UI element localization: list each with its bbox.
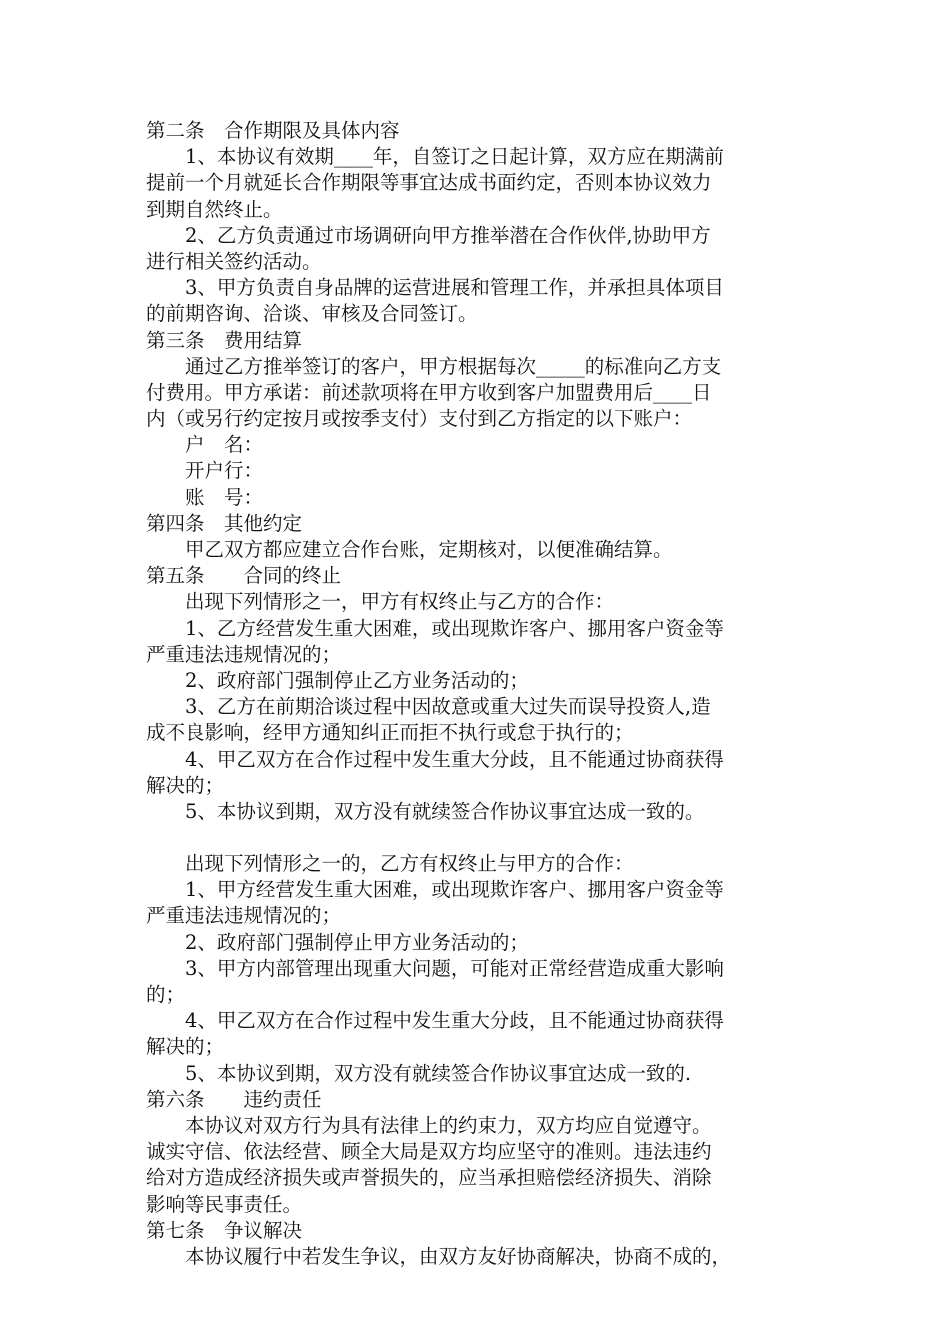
section-heading: 第六条 违约责任 <box>146 1087 322 1111</box>
text-line: 开户行： <box>146 459 264 483</box>
text-line: 3、甲方内部管理出现重大问题，可能对正常经营造成重大影响 <box>146 956 724 980</box>
text-line: 1、本协议有效期____年，自签订之日起计算，双方应在期满前 <box>146 145 724 169</box>
text-line: 付费用。甲方承诺：前述款项将在甲方收到客户加盟费用后____日 <box>146 380 712 404</box>
text-line: 出现下列情形之一，甲方有权终止与乙方的合作： <box>146 590 615 614</box>
text-line: 通过乙方推举签订的客户，甲方根据每次_____的标准向乙方支 <box>146 354 722 378</box>
text-line: 3、甲方负责自身品牌的运营进展和管理工作，并承担具体项目 <box>146 276 724 300</box>
text-line: 3、乙方在前期洽谈过程中因故意或重大过失而误导投资人,造 <box>146 695 711 719</box>
text-line: 内（或另行约定按月或按季支付）支付到乙方指定的以下账户： <box>146 407 693 431</box>
document-body <box>146 118 826 1270</box>
blank-line <box>146 825 826 851</box>
text-line: 甲乙双方都应建立合作台账，定期核对，以便准确结算。 <box>146 538 673 561</box>
text-line: 到期自然终止。 <box>146 197 283 221</box>
text-line: 出现下列情形之一的，乙方有权终止与甲方的合作： <box>146 852 634 876</box>
text-line: 账 号： <box>146 485 264 509</box>
text-line: 成不良影响，经甲方通知纠正而拒不执行或怠于执行的； <box>146 721 634 745</box>
section-heading: 第四条 其他约定 <box>146 511 303 535</box>
text-line: 严重违法违规情况的； <box>146 904 342 928</box>
section-heading: 第七条 争议解决 <box>146 1218 303 1242</box>
section-heading: 第二条 合作期限及具体内容 <box>146 119 400 142</box>
text-line: 严重违法违规情况的； <box>146 642 342 666</box>
text-line: 本协议对双方行为具有法律上的约束力，双方均应自觉遵守。 <box>146 1113 712 1137</box>
text-line: 的前期咨询、洽谈、审核及合同签订。 <box>146 302 478 326</box>
text-line: 1、乙方经营发生重大困难，或出现欺诈客户、挪用客户资金等 <box>146 616 724 640</box>
text-line: 进行相关签约活动。 <box>146 249 322 273</box>
section-heading: 第五条 合同的终止 <box>146 564 342 588</box>
text-line: 给对方造成经济损失或声誉损失的，应当承担赔偿经济损失、消除 <box>146 1166 712 1190</box>
text-line: 解决的； <box>146 773 225 797</box>
text-line: 2、政府部门强制停止乙方业务活动的； <box>146 668 529 692</box>
text-line: 4、甲乙双方在合作过程中发生重大分歧，且不能通过协商获得 <box>146 747 724 771</box>
text-line: 2、政府部门强制停止甲方业务活动的； <box>146 930 529 954</box>
text-line: 1、甲方经营发生重大困难，或出现欺诈客户、挪用客户资金等 <box>146 878 724 902</box>
text-line: 户 名： <box>146 433 264 457</box>
section-heading: 第三条 费用结算 <box>146 328 303 352</box>
text-line: 解决的； <box>146 1035 225 1059</box>
text-line: 本协议履行中若发生争议，由双方友好协商解决，协商不成的， <box>146 1244 732 1268</box>
text-line: 5、本协议到期，双方没有就续签合作协议事宜达成一致的. <box>146 1061 692 1085</box>
text-line: 4、甲乙双方在合作过程中发生重大分歧，且不能通过协商获得 <box>146 1009 724 1033</box>
text-line: 影响等民事责任。 <box>146 1192 303 1216</box>
text-line: 2、乙方负责通过市场调研向甲方推举潜在合作伙伴,协助甲方 <box>146 223 711 247</box>
text-line: 5、本协议到期，双方没有就续签合作协议事宜达成一致的。 <box>146 799 705 823</box>
text-line: 诚实守信、依法经营、顾全大局是双方均应坚守的准则。违法违约 <box>146 1140 712 1164</box>
text-line: 的； <box>146 983 186 1006</box>
text-line: 提前一个月就延长合作期限等事宜达成书面约定，否则本协议效力 <box>146 171 712 195</box>
